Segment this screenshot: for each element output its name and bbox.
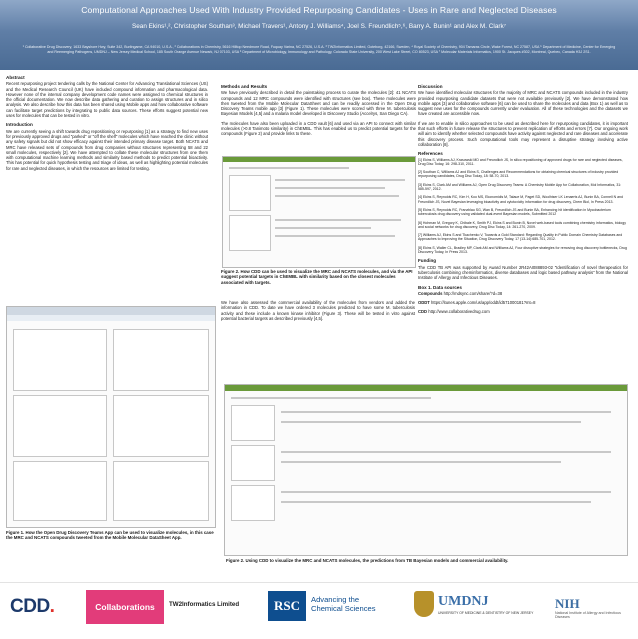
poster-affiliations: ¹ Collaborative Drug Discovery, 1633 Bayshore Hwy, Suite 342, Burlingame, CA 94010, U.S.A., ² Collaborations in Chemistry, 5616 Hilltop Needmore Road, Fuquay Varina, NC 27526, U.S.A. ³ TW2Informatics Limited, Goteborg, 42166, Sweden, ⁴ Royal Society of Chemistry, 904 Tamaras Circle, Wake Forest, NC 27587, USA ⁵ Department of Medicine, Center for Emerging and Reemerging Pathogens, UMDNJ – New Jersey Medical School, 185 South Orange Avenue Newark, NJ 07103, USA ⁶ Department of Microbiology, Immunology and Pathology, Colorado State University, 200 West Lake Street, CO 80523, USA ⁷ Molecular Materials Informatics, 1900 St. Jacques #302, Montreal, Quebec, Canada H3J 2S1. bbox=[22, 45, 616, 54]
figure-3-caption: Figure 2. Using CDD to visualize the MRC and NCATS molecules, the predictions from TB Bayesian models and commercial availability. bbox=[226, 558, 509, 563]
methods-heading: Methods and Results bbox=[221, 84, 268, 89]
structure-thumb bbox=[231, 405, 275, 441]
umdnj-logo: UMDNJ bbox=[438, 594, 489, 609]
umdnj-subtitle: UNIVERSITY OF MEDICINE & DENTISTRY OF NEW JERSEY bbox=[438, 611, 534, 615]
reference-item: [3] Ekins S, Clark AM and Williams AJ, Open Drug Discovery Teams: A Chemistry Mobile App for Collaboration, Mol Informatics, 31: 585-597, 2012. bbox=[418, 182, 622, 192]
molecule-card bbox=[113, 395, 209, 457]
poster-authors: Sean Ekins¹,², Christopher Southan³, Michael Travers¹, Antony J. Williams⁴, Joel S. Freundlich⁵,⁶, Barry A. Bunin¹ and Alex M. Clark⁷ bbox=[131, 23, 507, 30]
figure-1-screenshot bbox=[6, 306, 216, 528]
abstract-heading: Abstract bbox=[6, 75, 25, 80]
poster-title: Computational Approaches Used With Industry Provided Repurposing Candidates - Uses in Rare and Neglected Diseases bbox=[81, 5, 557, 15]
references-heading: References bbox=[418, 151, 443, 157]
cdd-header-bar bbox=[225, 385, 627, 391]
rsc-logo: RSC bbox=[268, 591, 306, 621]
text-line bbox=[275, 235, 395, 237]
reference-item: [2] Southan C, Williams AJ and Ekins S, Challenges and Recommendations for obtaining chemical structures of industry provided repurposing candidates, Drug Disc Today, 18: 58-70, 2013. bbox=[418, 170, 619, 179]
cdd-logo-text: CDD bbox=[10, 596, 50, 617]
molecule-card bbox=[113, 461, 209, 521]
text-line bbox=[281, 411, 611, 413]
text-line bbox=[281, 421, 581, 423]
rsc-tagline: Advancing the Chemical Sciences bbox=[311, 595, 376, 613]
molecule-card bbox=[13, 329, 107, 391]
text-line bbox=[275, 187, 385, 189]
methods-text-2: The molecules have also been uploaded in a CDD vault [6] and used via an API to connect with similar molecules (>0.8 Tanimoto similarity) in ChEMBL. This has enabled us to predict potential targets for the compounds (Figure 2) and provide links to these. bbox=[221, 120, 416, 137]
molecule-card bbox=[13, 395, 107, 457]
data-source-label: ODDT bbox=[418, 300, 430, 306]
tw2informatics-logo: TW2Informatics Limited bbox=[169, 601, 240, 608]
data-source-row bbox=[418, 291, 628, 296]
text-line bbox=[275, 227, 371, 229]
introduction-heading: Introduction bbox=[6, 122, 33, 128]
reference-item: [1] Ekins S, Williams AJ, Krasowski MD and Freundlich JS, In silico repositioning of approved drugs for rare and neglected diseases, Drug Disc Today, 16: 298-310, 2011. bbox=[418, 157, 623, 166]
data-source-label: CDD bbox=[418, 309, 428, 315]
text-line bbox=[275, 219, 401, 221]
text-line bbox=[275, 195, 399, 197]
introduction-text: We are currently seeing a shift towards drug repositioning or repurposing [1] as a strategy to find new uses for previously approved drugs and "parked" or "off the shelf" molecules which have reached the clinic without any safety signals but did not show efficacy against their intended primary disease target. Both NCATS and MRC have released sets of compounds from drug companies without structures representing 58 and 22 small molecules, respectively [2]. We have attempted to collate these molecular structures from one them with computational machine learning methods and similarity based methods to predict potential bioactivity. This has potential for quick hypothesis testing and triage of ideas, as well as highlighting potential molecules for rare and neglected diseases, in which the resources are limited for testing. bbox=[6, 128, 208, 171]
reference-item: [7] Williams AJ, Ekins S and Tkachenko V, Towards a Gold Standard: Regarding Quality in Public Domain Chemistry Databases and Approaches to Improving the Situation, Drug Discovery Today, 17 (13-14):685-701, 2012. bbox=[418, 233, 623, 242]
text-line bbox=[281, 491, 611, 493]
app-toolbar bbox=[7, 307, 215, 315]
discussion-text-2: If we are to enable in silico approaches to be used as described here for repurposing candidates, it is important that such efforts in future release the structures to prevent replication of efforts and errors [7]. Our ongoing work will aim to identify whether selected compounds have activity against neglected and rare diseases and accelerate this discovery process. Such computational tools may represent a disruptive strategy involving active collaboration [8]. bbox=[418, 120, 628, 147]
funding-text: The CDD TB API was supported by Award Number 2R42AI088893-02 "Identification of novel therapeutics for tuberculosis combining cheminformatics, diverse databases and logic based pathway analysis" from the National Institute of Allergy and Infectious Diseases. bbox=[418, 264, 628, 281]
discussion-text: We have identified molecular structures for the majority of MRC and NCATS compounds included in the industry provided repurposing candidate datasets that were not available previously [2]. We have demonstrated how mobile apps [3] and collaborative software [6] can be used to share the molecules and data (Box 1) as well as to suggest new uses for the compounds currently under evaluation. All of these technologies and the datasets we have created are accessible now. bbox=[418, 90, 628, 117]
methods-text: We have previously described in detail the painstaking process to curate the molecules [2]: 41 NCATS compounds and 12 MRC compounds were identified with structures (see box). These molecules were then tweeted from the Mobile Molecular DataSheet and can be readily accessed in the Open Drug Discovery Teams mobile app [3] (Figure 1). These molecules were scored with three M. tuberculosis Bayesian Models [4,5] and a malaria model developed in Discovery Studio (Accelrys, San Diego CA). bbox=[221, 90, 416, 117]
reference-item: [5] Ekins S, Reynolds RC, Franzblau SG, Wan B, Freundlich JS and Bunin BA, Enhancing hit identification in Mycobacterium tuberculosis drug discovery using validated dual-event Bayesian models, Submitted 2012 bbox=[418, 207, 611, 217]
structure-thumb bbox=[229, 215, 271, 251]
left-column bbox=[6, 75, 208, 175]
text-line bbox=[231, 397, 431, 399]
structure-thumb bbox=[231, 445, 275, 481]
figure-1-caption: Figure 1. How the Open Drug Discovery Teams App can be used to visualize molecules, in this case the MRC and NCATS compounds tweeted from the Mobile Molecular DataSheet App. bbox=[6, 530, 214, 541]
molecule-card bbox=[13, 461, 107, 521]
umdnj-crest-icon bbox=[414, 591, 434, 617]
figure-3-screenshot bbox=[224, 384, 628, 556]
discussion-heading: Discussion bbox=[418, 84, 443, 89]
text-line bbox=[275, 179, 405, 181]
data-source-label: Compounds bbox=[418, 290, 443, 296]
data-sources-heading: Box 1. Data sources bbox=[418, 284, 462, 290]
text-line bbox=[229, 167, 349, 169]
middle-column bbox=[221, 84, 416, 141]
reference-item: [8] Ekins S, Waller CL, Bradley MP, Clark AM and Williams AJ, Four disruptive strategies for removing drug discovery bottlenecks, Drug Discovery Today, In Press 2013. bbox=[418, 245, 627, 255]
figure-2-screenshot bbox=[222, 156, 416, 268]
text-line bbox=[281, 461, 561, 463]
data-source-link[interactable]: http://mdsync.com/share/?d=38 bbox=[443, 290, 503, 296]
references-list bbox=[418, 158, 628, 255]
nih-subtitle: National Institute of Allergy and Infectious Diseases bbox=[555, 611, 621, 619]
middle-column-continued: We have also assessed the commercial availability of the molecules from vendors and added the information in CDD. To date we have ordered 3 molecules predicted to have some M. tuberculosis activity and these include a known kinase inhibitor (Figure 3). These will be tested in vitro against potential bacterial targets as described previously [4,5]. bbox=[221, 300, 415, 321]
data-source-row bbox=[418, 300, 628, 305]
data-source-row bbox=[418, 309, 628, 314]
poster-header bbox=[0, 0, 638, 70]
reference-item: [4] Ekins S, Reynolds RC, Kim H, Koo MS, Ekonomidis M, Talaue M, Paget SD, Woolhiser LK Lenaerts AJ, Bunin BA, Connell N and Freundlich JS, Novel Bayesian leveraging bioactivity and cytotoxicity information for drug discovery, Chem Biol, In Press 2013. bbox=[418, 195, 623, 204]
figure-2-caption: Figure 2. How CDD can be used to visualize the MRC and NCATS molecules, and via the API suggest potential targets in ChEMBL with similarity based on the closest molecules associated with targets. bbox=[221, 269, 413, 285]
structure-thumb bbox=[231, 485, 275, 521]
data-source-link[interactable]: https://itunes.apple.com/us/app/oddt/id571000181?mt=8 bbox=[431, 300, 536, 306]
text-line bbox=[281, 501, 591, 503]
text-line bbox=[281, 451, 611, 453]
data-source-link[interactable]: http://www.collaborativedrug.com bbox=[428, 309, 490, 315]
nih-logo: NIH bbox=[555, 596, 580, 611]
funding-heading: Funding bbox=[418, 258, 437, 264]
collaborations-logo: Collaborations bbox=[86, 590, 164, 624]
app-subtoolbar bbox=[7, 315, 215, 321]
cdd-logo: CDD. bbox=[10, 596, 55, 617]
structure-thumb bbox=[229, 175, 271, 211]
abstract-text: Recent repurposing project tendering calls by the National Center for Advancing Translational Sciences (US) and the Medical Research Council (UK) have included compound information and pharmacological data. However none of the internal company development code names were assigned to chemical structures in the official documentation. We now describe data gathering and curation to assign structures and in silico analysis. We also describe how this data has been shared using Mobile apps and how collaborative software can facilitate target predictions by integrating to public data sources. These efforts suggest potential new uses for molecules that can be tested in vitro. bbox=[6, 81, 208, 119]
molecule-card bbox=[113, 329, 209, 391]
right-column bbox=[418, 84, 628, 319]
reference-item: [6] Hohman M, Gregory K, Chibale K, Smith PJ, Ekins S and Bunin B, Novel web-based tools combining chemistry informatics, biology and social networks for drug discovery, Drug Disc Today, 14: 261-270, 2009. bbox=[418, 220, 626, 229]
cdd-header-bar bbox=[223, 157, 415, 162]
